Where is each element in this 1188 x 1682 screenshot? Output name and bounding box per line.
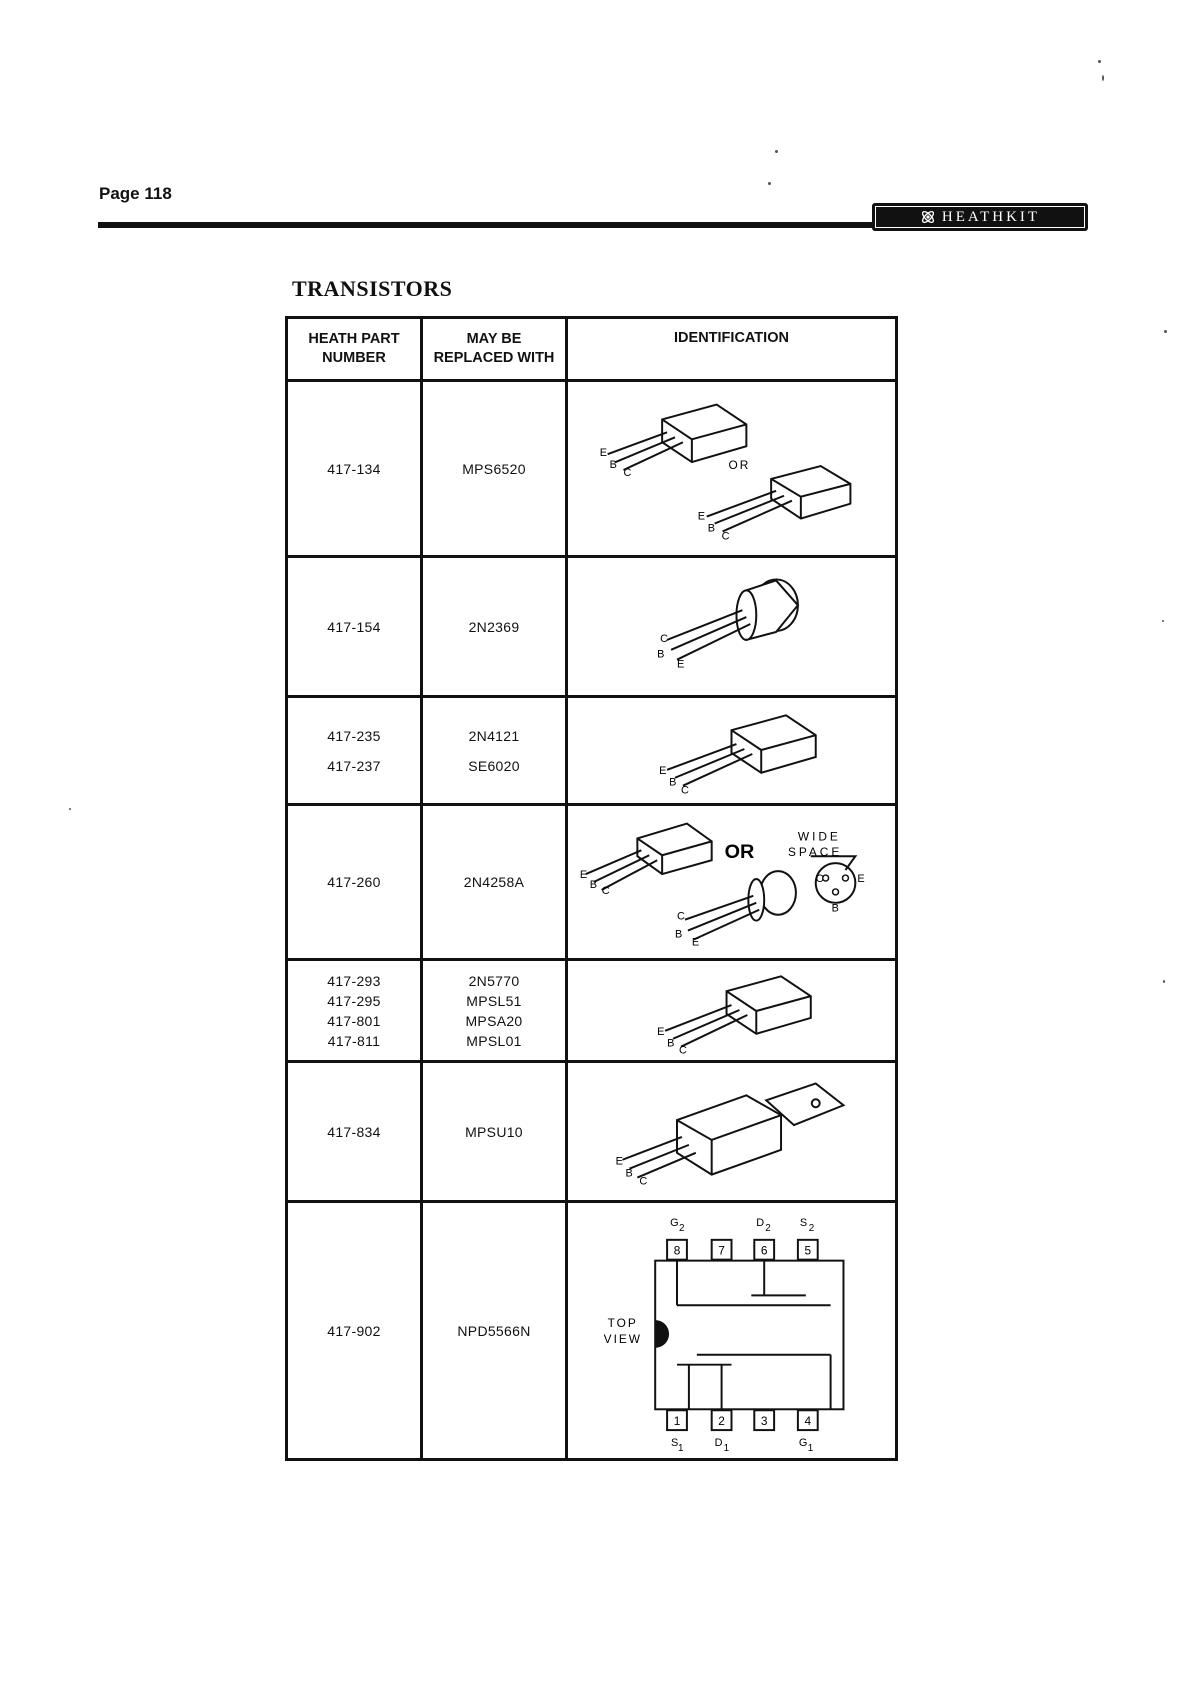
section-title: TRANSISTORS [292, 276, 453, 301]
svg-text:OR: OR [724, 841, 755, 864]
svg-text:1: 1 [677, 1442, 684, 1454]
table-header-row [287, 318, 897, 381]
identification-cell [567, 697, 897, 805]
scan-speck [1098, 60, 1101, 63]
heathkit-logo [872, 203, 1088, 231]
svg-text:C: C [660, 632, 669, 645]
replacement-cell: 2N2369 [422, 557, 567, 697]
svg-text:E: E [657, 1025, 665, 1038]
svg-text:B: B [657, 648, 665, 661]
svg-text:C: C [680, 784, 689, 797]
header-part-number: HEATH PART NUMBER [287, 318, 422, 381]
svg-text:E: E [659, 764, 667, 777]
table-row [287, 805, 897, 960]
svg-text:TOP: TOP [607, 1315, 638, 1330]
svg-text:C: C [815, 873, 824, 885]
replacement-cell: MPS6520 [422, 381, 567, 557]
svg-text:B: B [669, 776, 677, 789]
svg-text:4: 4 [804, 1413, 812, 1428]
svg-text:B: B [625, 1167, 633, 1180]
replacement-cell: 2N5770 MPSL51 MPSA20 MPSL01 [422, 960, 567, 1062]
svg-text:C: C [601, 884, 610, 897]
scan-speck [1162, 620, 1164, 622]
svg-text:B: B [675, 928, 683, 941]
svg-text:1: 1 [673, 1413, 681, 1428]
page-number: Page 118 [99, 184, 172, 203]
svg-text:5: 5 [804, 1243, 812, 1258]
to92-package-diagram [568, 963, 895, 1059]
svg-text:B: B [589, 878, 598, 891]
logo-text: HEATHKIT [941, 208, 1041, 225]
svg-text:WIDE: WIDE [797, 829, 841, 844]
svg-text:S: S [671, 1436, 679, 1449]
identification-cell [567, 960, 897, 1062]
svg-text:E: E [677, 658, 685, 671]
svg-text:B: B [667, 1037, 675, 1050]
header-replaced-with: MAY BE REPLACED WITH [422, 318, 567, 381]
table-row [287, 1062, 897, 1202]
svg-text:2: 2 [808, 1222, 815, 1234]
svg-text:D: D [756, 1216, 765, 1229]
svg-text:E: E [697, 510, 706, 523]
dip8-pinout-diagram [568, 1205, 895, 1457]
svg-text:C: C [623, 466, 632, 479]
svg-text:7: 7 [718, 1243, 725, 1258]
svg-text:1: 1 [723, 1442, 730, 1454]
svg-text:G: G [798, 1436, 808, 1449]
svg-text:3: 3 [760, 1413, 768, 1428]
svg-text:C: C [721, 529, 730, 542]
to92-package-diagram [568, 700, 895, 802]
svg-text:B: B [609, 458, 617, 471]
svg-text:2: 2 [765, 1222, 771, 1234]
table-row [287, 557, 897, 697]
svg-text:G: G [670, 1216, 679, 1229]
part-number-cell: 417-154 [287, 557, 422, 697]
svg-text:OR: OR [728, 457, 751, 472]
table-row [287, 1202, 897, 1460]
svg-text:8: 8 [673, 1243, 681, 1258]
svg-text:2: 2 [678, 1222, 685, 1234]
part-number-cell: 417-293 417-295 417-801 417-811 [287, 960, 422, 1062]
svg-text:6: 6 [760, 1243, 768, 1258]
transistor-table [285, 316, 898, 1461]
svg-text:B: B [707, 521, 715, 534]
svg-text:E: E [615, 1155, 623, 1168]
part-number-cell: 417-834 [287, 1062, 422, 1202]
table-row [287, 697, 897, 805]
svg-text:C: C [639, 1175, 648, 1188]
header-rule [98, 222, 888, 228]
scan-speck [69, 808, 71, 810]
svg-text:E: E [579, 869, 588, 882]
scan-speck [775, 150, 778, 153]
scan-speck [1102, 75, 1104, 81]
to18-can-package-diagram [568, 560, 895, 694]
identification-cell [567, 1062, 897, 1202]
svg-text:VIEW: VIEW [603, 1331, 642, 1346]
header-identification: IDENTIFICATION [567, 318, 897, 381]
part-number-cell: 417-134 [287, 381, 422, 557]
scan-speck [768, 182, 771, 185]
identification-cell [567, 557, 897, 697]
to92-package-diagram [568, 384, 895, 554]
svg-text:SPACE: SPACE [787, 845, 843, 860]
to202-package-diagram [568, 1065, 895, 1199]
svg-text:1: 1 [807, 1442, 814, 1454]
svg-text:C: C [677, 910, 685, 923]
part-number-cell: 417-902 [287, 1202, 422, 1460]
part-number-cell: 417-260 [287, 805, 422, 960]
scan-speck [1164, 330, 1167, 333]
identification-cell [567, 381, 897, 557]
identification-cell [567, 805, 897, 960]
replacement-cell: NPD5566N [422, 1202, 567, 1460]
replacement-cell: MPSU10 [422, 1062, 567, 1202]
replacement-cell: 2N4258A [422, 805, 567, 960]
table-row [287, 960, 897, 1062]
svg-text:C: C [678, 1044, 687, 1057]
svg-text:E: E [691, 936, 700, 949]
svg-text:S: S [799, 1216, 808, 1229]
table-row [287, 381, 897, 557]
svg-text:2: 2 [718, 1413, 725, 1428]
svg-text:E: E [857, 873, 865, 885]
identification-cell [567, 1202, 897, 1460]
to92-or-can-package-diagram [568, 808, 895, 956]
scan-speck [1163, 980, 1165, 983]
part-number-cell: 417-235 417-237 [287, 697, 422, 805]
svg-text:D: D [714, 1436, 723, 1449]
svg-text:E: E [599, 446, 607, 459]
replacement-cell: 2N4121 SE6020 [422, 697, 567, 805]
svg-text:B: B [831, 902, 839, 915]
atom-icon [920, 209, 936, 225]
